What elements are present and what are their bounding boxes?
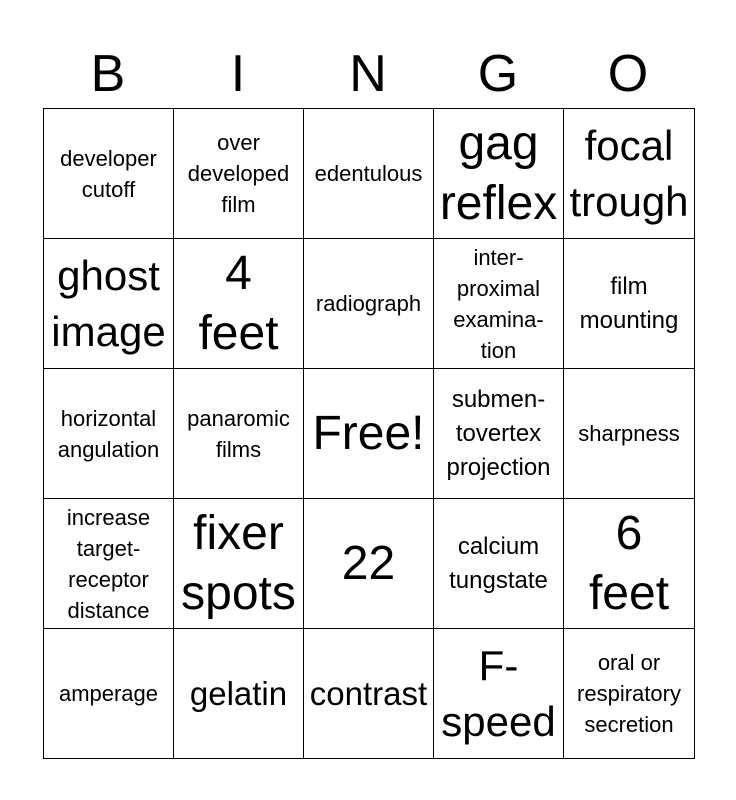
bingo-cell[interactable] bbox=[564, 499, 695, 629]
bingo-cell[interactable] bbox=[434, 239, 564, 369]
bingo-cell-text: tion bbox=[480, 337, 517, 363]
bingo-cell[interactable] bbox=[304, 369, 434, 499]
bingo-cell-text: submen- bbox=[451, 385, 546, 413]
bingo-cell[interactable] bbox=[44, 109, 174, 239]
bingo-cell[interactable] bbox=[44, 369, 174, 499]
bingo-row bbox=[44, 109, 695, 239]
bingo-cell[interactable] bbox=[174, 499, 304, 629]
bingo-cell-text: speed bbox=[441, 697, 556, 745]
bingo-cell[interactable] bbox=[564, 239, 695, 369]
bingo-cell-text: film bbox=[221, 192, 256, 217]
bingo-cell-text: angulation bbox=[57, 436, 160, 462]
bingo-cell[interactable] bbox=[174, 369, 304, 499]
header-letter-i: I bbox=[230, 45, 246, 103]
bingo-cell-text: tovertex bbox=[455, 419, 542, 447]
bingo-cell-text: over bbox=[217, 130, 260, 155]
bingo-cell-text: 6 bbox=[615, 506, 643, 560]
bingo-cell-text: radiograph bbox=[315, 291, 422, 316]
bingo-cell[interactable] bbox=[434, 109, 564, 239]
bingo-cell[interactable] bbox=[434, 369, 564, 499]
bingo-cell-text: sharpness bbox=[578, 421, 680, 446]
bingo-cell-text: gag bbox=[458, 116, 539, 170]
bingo-card-grid bbox=[43, 108, 695, 759]
bingo-row bbox=[44, 629, 695, 759]
bingo-cell-text: examina- bbox=[453, 306, 544, 332]
bingo-cell-text: cutoff bbox=[81, 176, 136, 202]
bingo-cell[interactable] bbox=[44, 239, 174, 369]
bingo-cell-text: horizontal bbox=[60, 405, 157, 431]
bingo-cell[interactable] bbox=[304, 239, 434, 369]
bingo-cell-text: gelatin bbox=[189, 674, 288, 712]
bingo-cell-text: 22 bbox=[341, 536, 396, 590]
bingo-cell[interactable] bbox=[434, 499, 564, 629]
bingo-cell[interactable] bbox=[304, 499, 434, 629]
header-letter-n: N bbox=[349, 45, 387, 103]
bingo-cell[interactable] bbox=[304, 629, 434, 759]
bingo-cell-text: receptor bbox=[68, 566, 149, 592]
bingo-cell-text: feet bbox=[198, 306, 279, 360]
bingo-cell[interactable] bbox=[174, 239, 304, 369]
bingo-cell-text: film bbox=[610, 272, 648, 300]
bingo-cell-text: spots bbox=[181, 566, 296, 620]
bingo-cell[interactable] bbox=[44, 629, 174, 759]
bingo-cell[interactable] bbox=[304, 109, 434, 239]
bingo-cell[interactable] bbox=[434, 629, 564, 759]
bingo-cell-text: reflex bbox=[439, 176, 558, 230]
bingo-cell-text: developer bbox=[60, 145, 157, 171]
bingo-cell-text: amperage bbox=[58, 681, 159, 706]
bingo-cell-text: image bbox=[51, 307, 166, 355]
bingo-cell-text: increase bbox=[66, 504, 151, 530]
bingo-cell-text: developed bbox=[187, 161, 290, 186]
bingo-cell-text: calcium bbox=[457, 532, 540, 560]
bingo-cell-text: contrast bbox=[309, 674, 428, 712]
bingo-row bbox=[44, 369, 695, 499]
bingo-cell-text: focal bbox=[584, 121, 674, 169]
bingo-cell-text: proximal bbox=[456, 275, 541, 301]
bingo-cell-text: ghost bbox=[57, 251, 160, 299]
bingo-cell-text: target- bbox=[76, 535, 141, 561]
bingo-row bbox=[44, 239, 695, 369]
bingo-cell-text: tungstate bbox=[449, 566, 548, 594]
header-letter-o: O bbox=[607, 45, 649, 103]
bingo-cell[interactable] bbox=[564, 109, 695, 239]
bingo-header bbox=[43, 40, 693, 108]
bingo-cell-text: respiratory bbox=[577, 681, 681, 706]
bingo-cell[interactable] bbox=[564, 629, 695, 759]
bingo-cell-text: fixer bbox=[193, 506, 284, 560]
bingo-cell[interactable] bbox=[44, 499, 174, 629]
bingo-cell-text: edentulous bbox=[314, 161, 423, 186]
bingo-cell-text: projection bbox=[446, 453, 551, 481]
bingo-cell[interactable] bbox=[564, 369, 695, 499]
header-letter-g: G bbox=[477, 45, 519, 103]
bingo-cell-text: panaromic bbox=[187, 405, 290, 431]
bingo-cell[interactable] bbox=[174, 629, 304, 759]
bingo-cell-text: inter- bbox=[473, 244, 524, 270]
bingo-cell-text: secretion bbox=[584, 712, 674, 737]
bingo-cell-text: films bbox=[215, 436, 262, 462]
bingo-cell-text: F- bbox=[478, 641, 519, 689]
bingo-cell-text: feet bbox=[588, 566, 670, 620]
bingo-cell-text: trough bbox=[569, 177, 689, 225]
header-letter-b: B bbox=[90, 45, 126, 103]
bingo-cell-text: mounting bbox=[579, 306, 679, 334]
bingo-cell-text: distance bbox=[67, 597, 150, 623]
bingo-cell[interactable] bbox=[174, 109, 304, 239]
bingo-row bbox=[44, 499, 695, 629]
bingo-cell-text: 4 bbox=[225, 246, 252, 300]
bingo-cell-text: oral or bbox=[597, 650, 661, 675]
bingo-cell-text: Free! bbox=[312, 406, 425, 460]
